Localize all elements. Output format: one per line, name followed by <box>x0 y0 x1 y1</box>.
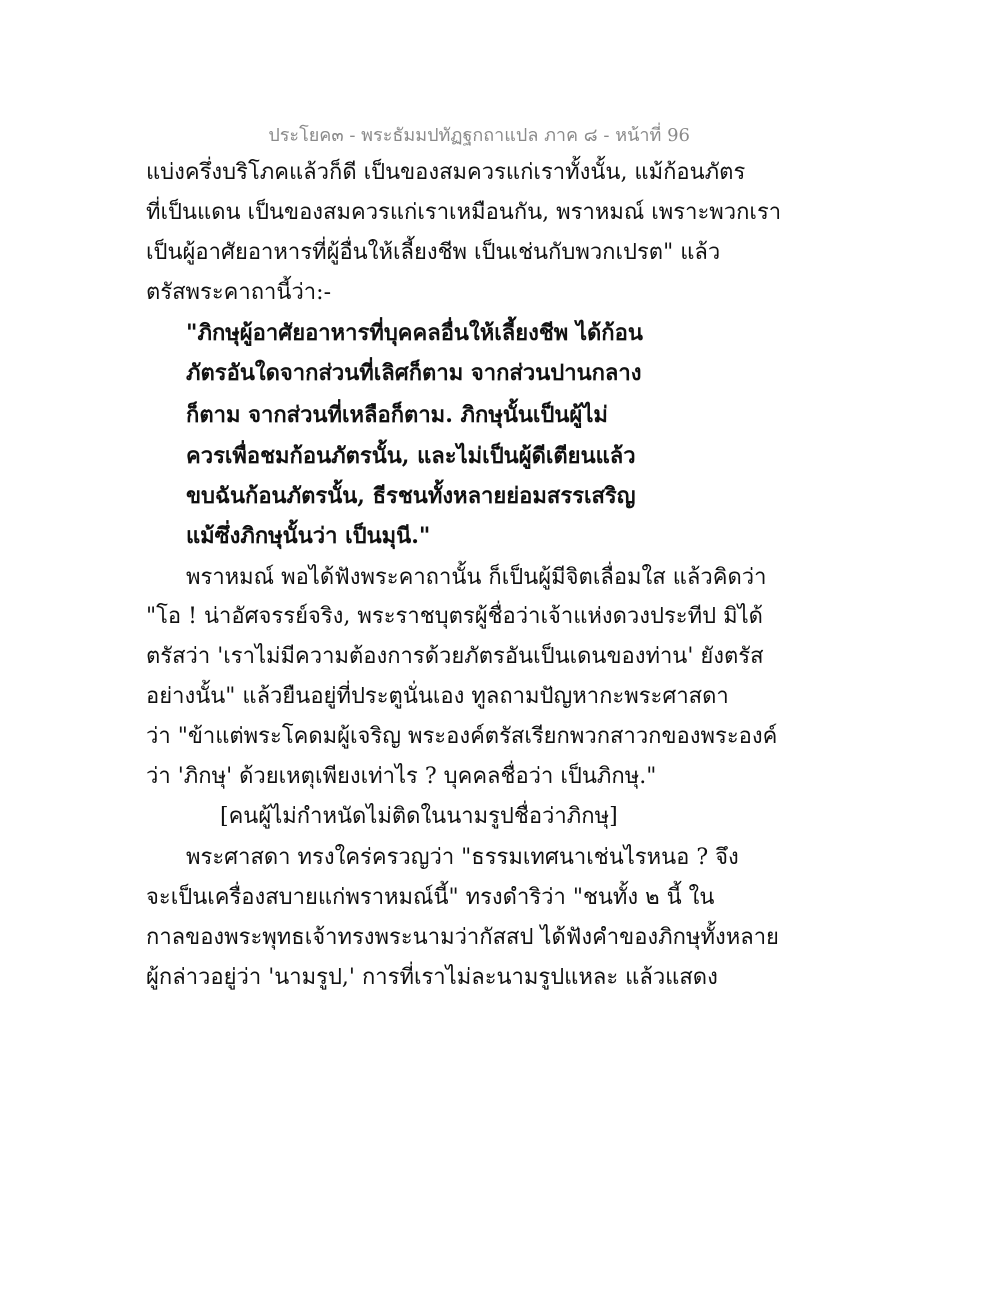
verse-line: "ภิกษุผู้อาศัยอาหารที่บุคคลอื่นให้เลี้ยงชีพ ได้ก้อน <box>186 320 643 346</box>
text-line: ว่า "ข้าแต่พระโคดมผู้เจริญ พระองค์ตรัสเรียกพวกสาวกของพระองค์ <box>146 724 778 749</box>
text-line: ที่เป็นแดน เป็นของสมควรแก่เราเหมือนกัน, พราหมณ์ เพราะพวกเรา <box>146 200 782 225</box>
page-header: ประโยค๓ - พระธัมมปทัฏฐกถาแปล ภาค ๘ - หน้าที่ 96 <box>268 125 690 146</box>
text-line: อย่างนั้น" แล้วยืนอยู่ที่ประตูนั่นเอง ทูลถามปัญหากะพระศาสดา <box>146 684 729 709</box>
text-line: เป็นผู้อาศัยอาหารที่ผู้อื่นให้เลี้ยงชีพ เป็นเช่นกับพวกเปรต" แล้ว <box>146 240 721 265</box>
verse-line: ก็ตาม จากส่วนที่เหลือก็ตาม. ภิกษุนั้นเป็นผู้ไม่ <box>186 402 608 428</box>
text-line: แบ่งครึ่งบริโภคแล้วก็ดี เป็นของสมควรแก่เราทั้งนั้น, แม้ก้อนภัตร <box>146 160 746 185</box>
text-line: จะเป็นเครื่องสบายแก่พราหมณ์นี้" ทรงดำริว่า "ชนทั้ง ๒ นี้ ใน <box>146 885 715 910</box>
text-line: ตรัสพระคาถานี้ว่า:- <box>146 280 332 305</box>
text-line: กาลของพระพุทธเจ้าทรงพระนามว่ากัสสป ได้ฟังคำของภิกษุทั้งหลาย <box>146 925 779 950</box>
text-line: ผู้กล่าวอยู่ว่า 'นามรูป,' การที่เราไม่ละนามรูปแหละ แล้วแสดง <box>146 965 718 990</box>
verse-line: ควรเพื่อชมก้อนภัตรนั้น, และไม่เป็นผู้ดีเตียนแล้ว <box>186 443 636 469</box>
verse-line: ภัตรอันใดจากส่วนที่เลิศก็ตาม จากส่วนปานกลาง <box>186 360 642 386</box>
text-line: ตรัสว่า 'เราไม่มีความต้องการด้วยภัตรอันเป็นเดนของท่าน' ยังตรัส <box>146 644 764 669</box>
text-line: พระศาสดา ทรงใคร่ครวญว่า "ธรรมเทศนาเช่นไรหนอ ? จึง <box>186 845 739 870</box>
text-line: "โอ ! น่าอัศจรรย์จริง, พระราชบุตรผู้ชื่อว่าเจ้าแห่งดวงประทีป มิได้ <box>146 604 763 629</box>
verse-line: ขบฉันก้อนภัตรนั้น, ธีรชนทั้งหลายย่อมสรรเสริญ <box>186 483 636 509</box>
verse-line: แม้ซึ่งภิกษุนั้นว่า เป็นมุนี." <box>186 523 431 549</box>
text-line: ว่า 'ภิกษุ' ด้วยเหตุเพียงเท่าไร ? บุคคลชื่อว่า เป็นภิกษุ." <box>146 764 657 789</box>
section-heading: [คนผู้ไม่กำหนัดไม่ติดในนามรูปชื่อว่าภิกษุ] <box>220 804 618 829</box>
text-line: พราหมณ์ พอได้ฟังพระคาถานั้น ก็เป็นผู้มีจิตเลื่อมใส แล้วคิดว่า <box>186 565 767 590</box>
